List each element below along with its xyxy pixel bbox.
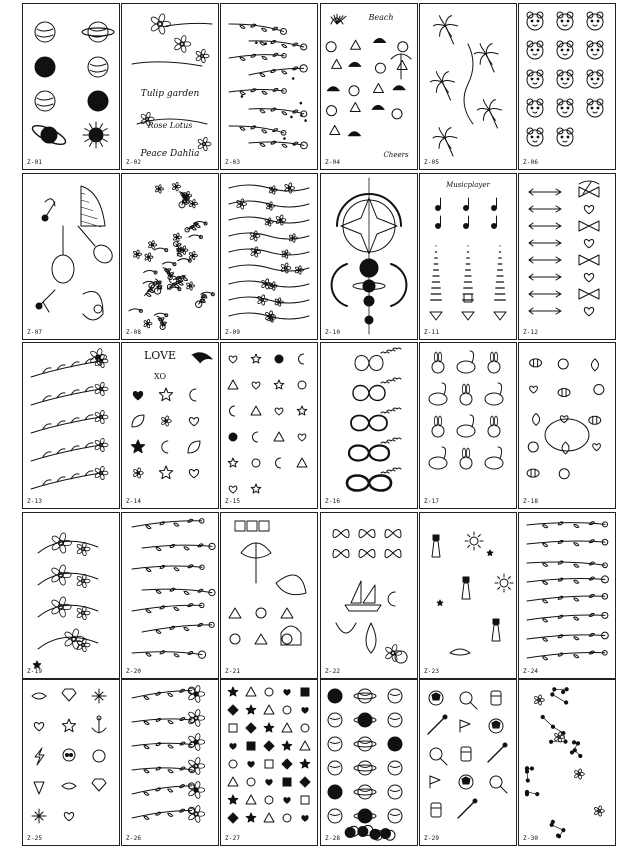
- card-label: Z-05: [424, 159, 440, 166]
- floral-sprays-illustration: [122, 680, 218, 845]
- compass-moon-illustration: [321, 174, 417, 339]
- tattoo-card-z-16: [320, 342, 418, 509]
- tattoo-card-z-29: [419, 679, 517, 846]
- planets-illustration: [23, 4, 119, 169]
- symbols-illustration: [23, 680, 119, 845]
- music-illustration: [420, 174, 516, 339]
- arrows-bows-illustration: [519, 174, 615, 339]
- tattoo-card-z-21: [220, 512, 318, 679]
- card-label: Z-08: [126, 329, 142, 336]
- lighthouses-sun-illustration: [420, 513, 516, 678]
- card-label: Z-27: [225, 835, 241, 842]
- lilies-illustration: [420, 4, 516, 169]
- svg-text:Beach: Beach: [368, 13, 394, 22]
- bunnies-swans-illustration: [420, 343, 516, 508]
- card-label: Z-04: [325, 159, 341, 166]
- card-label: Z-18: [523, 498, 539, 505]
- card-label: Z-30: [523, 835, 539, 842]
- planets-dragon-illustration: [321, 680, 417, 845]
- tattoo-card-z-11: [419, 173, 517, 340]
- tattoo-card-z-04: [320, 3, 418, 170]
- branches-illustration: [122, 513, 218, 678]
- tattoo-card-z-25: [22, 679, 120, 846]
- card-label: Z-13: [27, 498, 43, 505]
- tattoo-card-z-03: [220, 3, 318, 170]
- fruit-bees-illustration: [519, 343, 615, 508]
- tattoo-card-z-19: [22, 512, 120, 679]
- tiny-flowers-illustration: [122, 174, 218, 339]
- tattoo-card-z-10: [320, 173, 418, 340]
- card-label: Z-11: [424, 329, 440, 336]
- tattoo-card-z-15: [220, 342, 318, 509]
- wildflowers-illustration: [23, 343, 119, 508]
- tattoo-card-z-01: [22, 3, 120, 170]
- svg-text:Peace Dahlia: Peace Dahlia: [140, 149, 200, 159]
- svg-text:Rose Lotus: Rose Lotus: [147, 121, 193, 130]
- tattoo-card-z-13: [22, 342, 120, 509]
- card-label: Z-12: [523, 329, 539, 336]
- tattoo-card-z-26: [121, 679, 219, 846]
- cute-animals-illustration: [519, 4, 615, 169]
- butterflies-sailboat-illustration: [321, 513, 417, 678]
- tattoo-card-z-07: [22, 173, 120, 340]
- card-label: Z-24: [523, 668, 539, 675]
- card-label: Z-10: [325, 329, 341, 336]
- card-label: Z-15: [225, 498, 241, 505]
- tattoo-card-z-12: [518, 173, 616, 340]
- card-label: Z-02: [126, 159, 142, 166]
- card-label: Z-06: [523, 159, 539, 166]
- card-label: Z-20: [126, 668, 142, 675]
- card-label: Z-14: [126, 498, 142, 505]
- instruments-illustration: [23, 174, 119, 339]
- roses-script-illustration: [122, 4, 218, 169]
- twigs-illustration: [519, 513, 615, 678]
- sports-icons-illustration: [420, 680, 516, 845]
- tattoo-card-z-08: [121, 173, 219, 340]
- card-label: Z-28: [325, 835, 341, 842]
- svg-text:Musicplayer: Musicplayer: [446, 181, 490, 189]
- tattoo-sticker-sheet: [22, 3, 617, 846]
- svg-text:Cheers: Cheers: [383, 151, 409, 159]
- tattoo-card-z-05: [419, 3, 517, 170]
- tattoo-card-z-23: [419, 512, 517, 679]
- love-icons-illustration: [122, 343, 218, 508]
- tattoo-card-z-24: [518, 512, 616, 679]
- card-label: Z-22: [325, 668, 341, 675]
- card-label: Z-17: [424, 498, 440, 505]
- svg-text:Tulip garden: Tulip garden: [140, 89, 200, 99]
- flower-vines-illustration: [221, 174, 317, 339]
- infinity-birds-illustration: [321, 343, 417, 508]
- beach-illustration: [321, 4, 417, 169]
- tattoo-card-z-20: [121, 512, 219, 679]
- tattoo-card-z-09: [220, 173, 318, 340]
- card-label: Z-23: [424, 668, 440, 675]
- mini-icons-illustration: [221, 343, 317, 508]
- tattoo-card-z-02: [121, 3, 219, 170]
- flowers-line-illustration: [23, 513, 119, 678]
- tattoo-card-z-17: [419, 342, 517, 509]
- card-label: Z-25: [27, 835, 43, 842]
- card-label: Z-16: [325, 498, 341, 505]
- tattoo-card-z-18: [518, 342, 616, 509]
- card-label: Z-21: [225, 668, 241, 675]
- card-label: Z-19: [27, 668, 43, 675]
- svg-text:XO: XO: [153, 372, 167, 381]
- svg-text:LOVE: LOVE: [143, 349, 177, 362]
- card-label: Z-01: [27, 159, 43, 166]
- card-label: Z-07: [27, 329, 43, 336]
- constellations-illustration: [519, 680, 615, 845]
- tattoo-card-z-28: [320, 679, 418, 846]
- puzzle-feather-illustration: [221, 513, 317, 678]
- botanical-sprigs-illustration: [221, 4, 317, 169]
- card-label: Z-09: [225, 329, 241, 336]
- tattoo-card-z-22: [320, 512, 418, 679]
- tattoo-card-z-30: [518, 679, 616, 846]
- tattoo-card-z-27: [220, 679, 318, 846]
- card-label: Z-26: [126, 835, 142, 842]
- tattoo-card-z-14: [121, 342, 219, 509]
- card-label: Z-29: [424, 835, 440, 842]
- card-label: Z-03: [225, 159, 241, 166]
- tattoo-card-z-06: [518, 3, 616, 170]
- shapes-illustration: [221, 680, 317, 845]
